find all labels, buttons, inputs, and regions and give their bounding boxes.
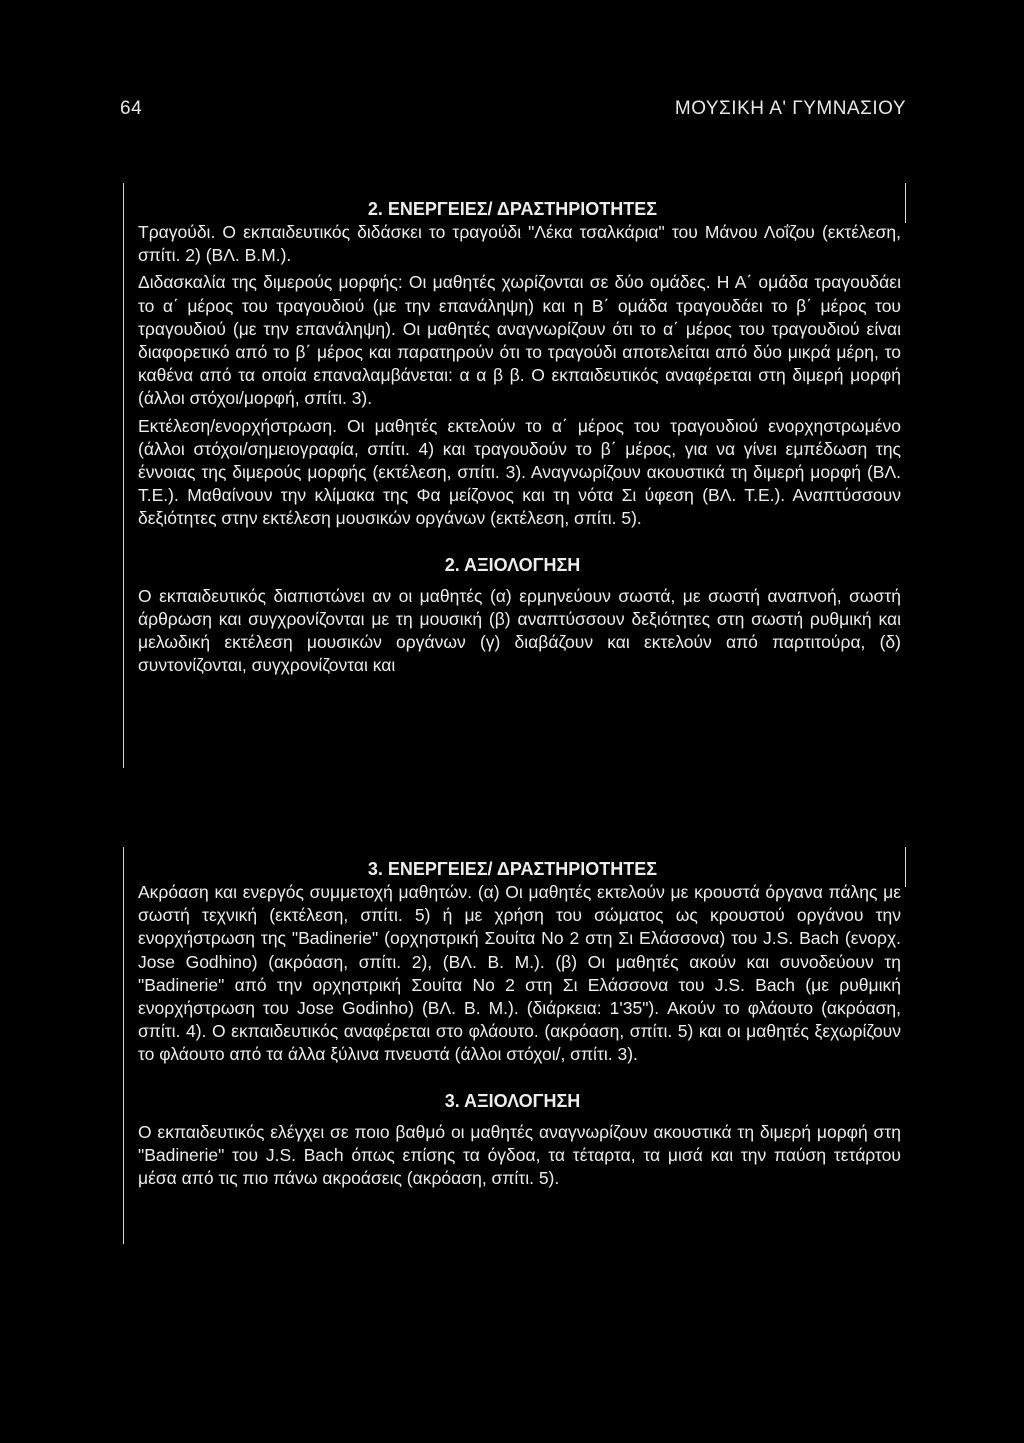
running-title: ΜΟΥΣΙΚΗ Α' ΓΥΜΝΑΣΙΟΥ xyxy=(674,98,906,119)
page-number: 64 xyxy=(120,98,143,119)
page-header xyxy=(120,98,906,120)
paragraph-performance: Εκτέλεση/ενορχήστρωση. Οι μαθητές εκτελούν το α΄ μέρος του τραγουδιού ενορχηστρωμένο (άλλοι στόχοι/σημειογραφία, σπίτι. 4) και τραγουδούν το β΄ μέρος, για να γίνει εμπέδωση της έννοιας της διμερούς μορφής (εκτέλεση, σπίτι. 3). Αναγνωρίζουν ακουστικά τη διμερή μορφή (ΒΛ. Τ.Ε.). Μαθαίνουν την κλίμακα της Φα μείζονος και τη νότα Σι ύφεση (ΒΛ. Τ.Ε.). Αναπτύσσουν δεξιότητες στην εκτέλεση μουσικών οργάνων (εκτέλεση, σπίτι. 5). xyxy=(138,415,901,529)
paragraph-binary-form: Διδασκαλία της διμερούς μορφής: Οι μαθητές χωρίζονται σε δύο ομάδες. Η Α΄ ομάδα τραγουδάει το α΄ μέρος του τραγουδιού (με την επανάληψη) και η Β΄ ομάδα τραγουδάει το β΄ μέρος του τραγουδιού (με την επανάληψη). Οι μαθητές αναγνωρίζουν ότι το α΄ μέρος του τραγουδιού είναι διαφορετικό από το β΄ μέρος και παρατηρούν ότι το τραγούδι αποτελείται από δύο μικρά μέρη, το καθένα από τα οποία επαναλαμβάνεται: α α β β. Ο εκπαιδευτικός αναφέρεται στη διμερή μορφή (άλλοι στόχοι/μορφή, σπίτι. 3). xyxy=(138,272,901,409)
paragraph-listening: Ακρόαση και ενεργός συμμετοχή μαθητών. (α) Οι μαθητές εκτελούν με κρουστά όργανα πάλης με σωστή τεχνική (εκτέλεση, σπίτι. 5) ή με χρήση του σώματος ως κρουστού οργάνου την ενορχήστρωση της "Badinerie" (ορχηστρική Σουίτα Νο 2 στη Σι Ελάσσονα) του J.S. Bach (ενορχ. Jose Godhino) (ακρόαση, σπίτι. 2), (ΒΛ. Β. Μ.). (β) Οι μαθητές ακούν και συνοδεύουν τη "Badinerie" από την ορχηστρική Σουίτα Νο 2 στη Σι Ελάσσονα του J.S. Bach (με ρυθμική ενορχήστρωση του Jose Godinho) (ΒΛ. Β. Μ.). (διάρκεια: 1'35"). Ακούν το φλάουτο (ακρόαση, σπίτι. 4). Ο εκπαιδευτικός αναφέρεται στο φλάουτο. (ακρόαση, σπίτι. 5) και οι μαθητές ξεχωρίζουν το φλάουτο από τα άλλα ξύλινα πνευστά (άλλοι στόχοι/, σπίτι. 3). xyxy=(138,882,901,1065)
assessment-text: Ο εκπαιδευτικός ελέγχει σε ποιο βαθμό οι μαθητές αναγνωρίζουν ακουστικά τη διμερή μορφή στη "Badinerie" του J.S. Bach όπως επίσης τα όγδοα, τα τέταρτα, τα μισά και την παύση τετάρτου μέσα από τις πιο πάνω ακροάσεις (ακρόαση, σπίτι. 5). xyxy=(138,1121,901,1189)
activities-section-2 xyxy=(123,183,905,768)
section-heading: 2. ΕΝΕΡΓΕΙΕΣ/ ΔΡΑΣΤΗΡΙΟΤΗΤΕΣ xyxy=(367,199,658,219)
section-right-rule xyxy=(905,183,906,223)
section-heading: 3. ΕΝΕΡΓΕΙΕΣ/ ΔΡΑΣΤΗΡΙΟΤΗΤΕΣ xyxy=(367,859,658,879)
section-right-rule xyxy=(905,847,906,887)
assessment-heading: 3. ΑΞΙΟΛΟΓΗΣΗ xyxy=(444,1090,581,1111)
activities-section-3 xyxy=(123,847,905,1244)
assessment-heading: 2. ΑΞΙΟΛΟΓΗΣΗ xyxy=(444,554,581,575)
assessment-text: Ο εκπαιδευτικός διαπιστώνει αν οι μαθητές (α) ερμηνεύουν σωστά, με σωστή αναπνοή, σωστή άρθρωση και συγχρονίζονται με τη μουσική (β) αναπτύσσουν δεξιότητες στη σωστή ρυθμική και μελωδική εκτέλεση μουσικών οργάνων (γ) διαβάζουν και εκτελούν από παρτιτούρα, (δ) συντονίζονται, συγχρονίζονται και xyxy=(138,585,901,676)
paragraph-song: Τραγούδι. Ο εκπαιδευτικός διδάσκει το τραγούδι "Λέκα τσαλκάρια" του Μάνου Λοΐζου (εκτέλεση, σπίτι. 2) (ΒΛ. Β.Μ.). xyxy=(138,222,901,266)
